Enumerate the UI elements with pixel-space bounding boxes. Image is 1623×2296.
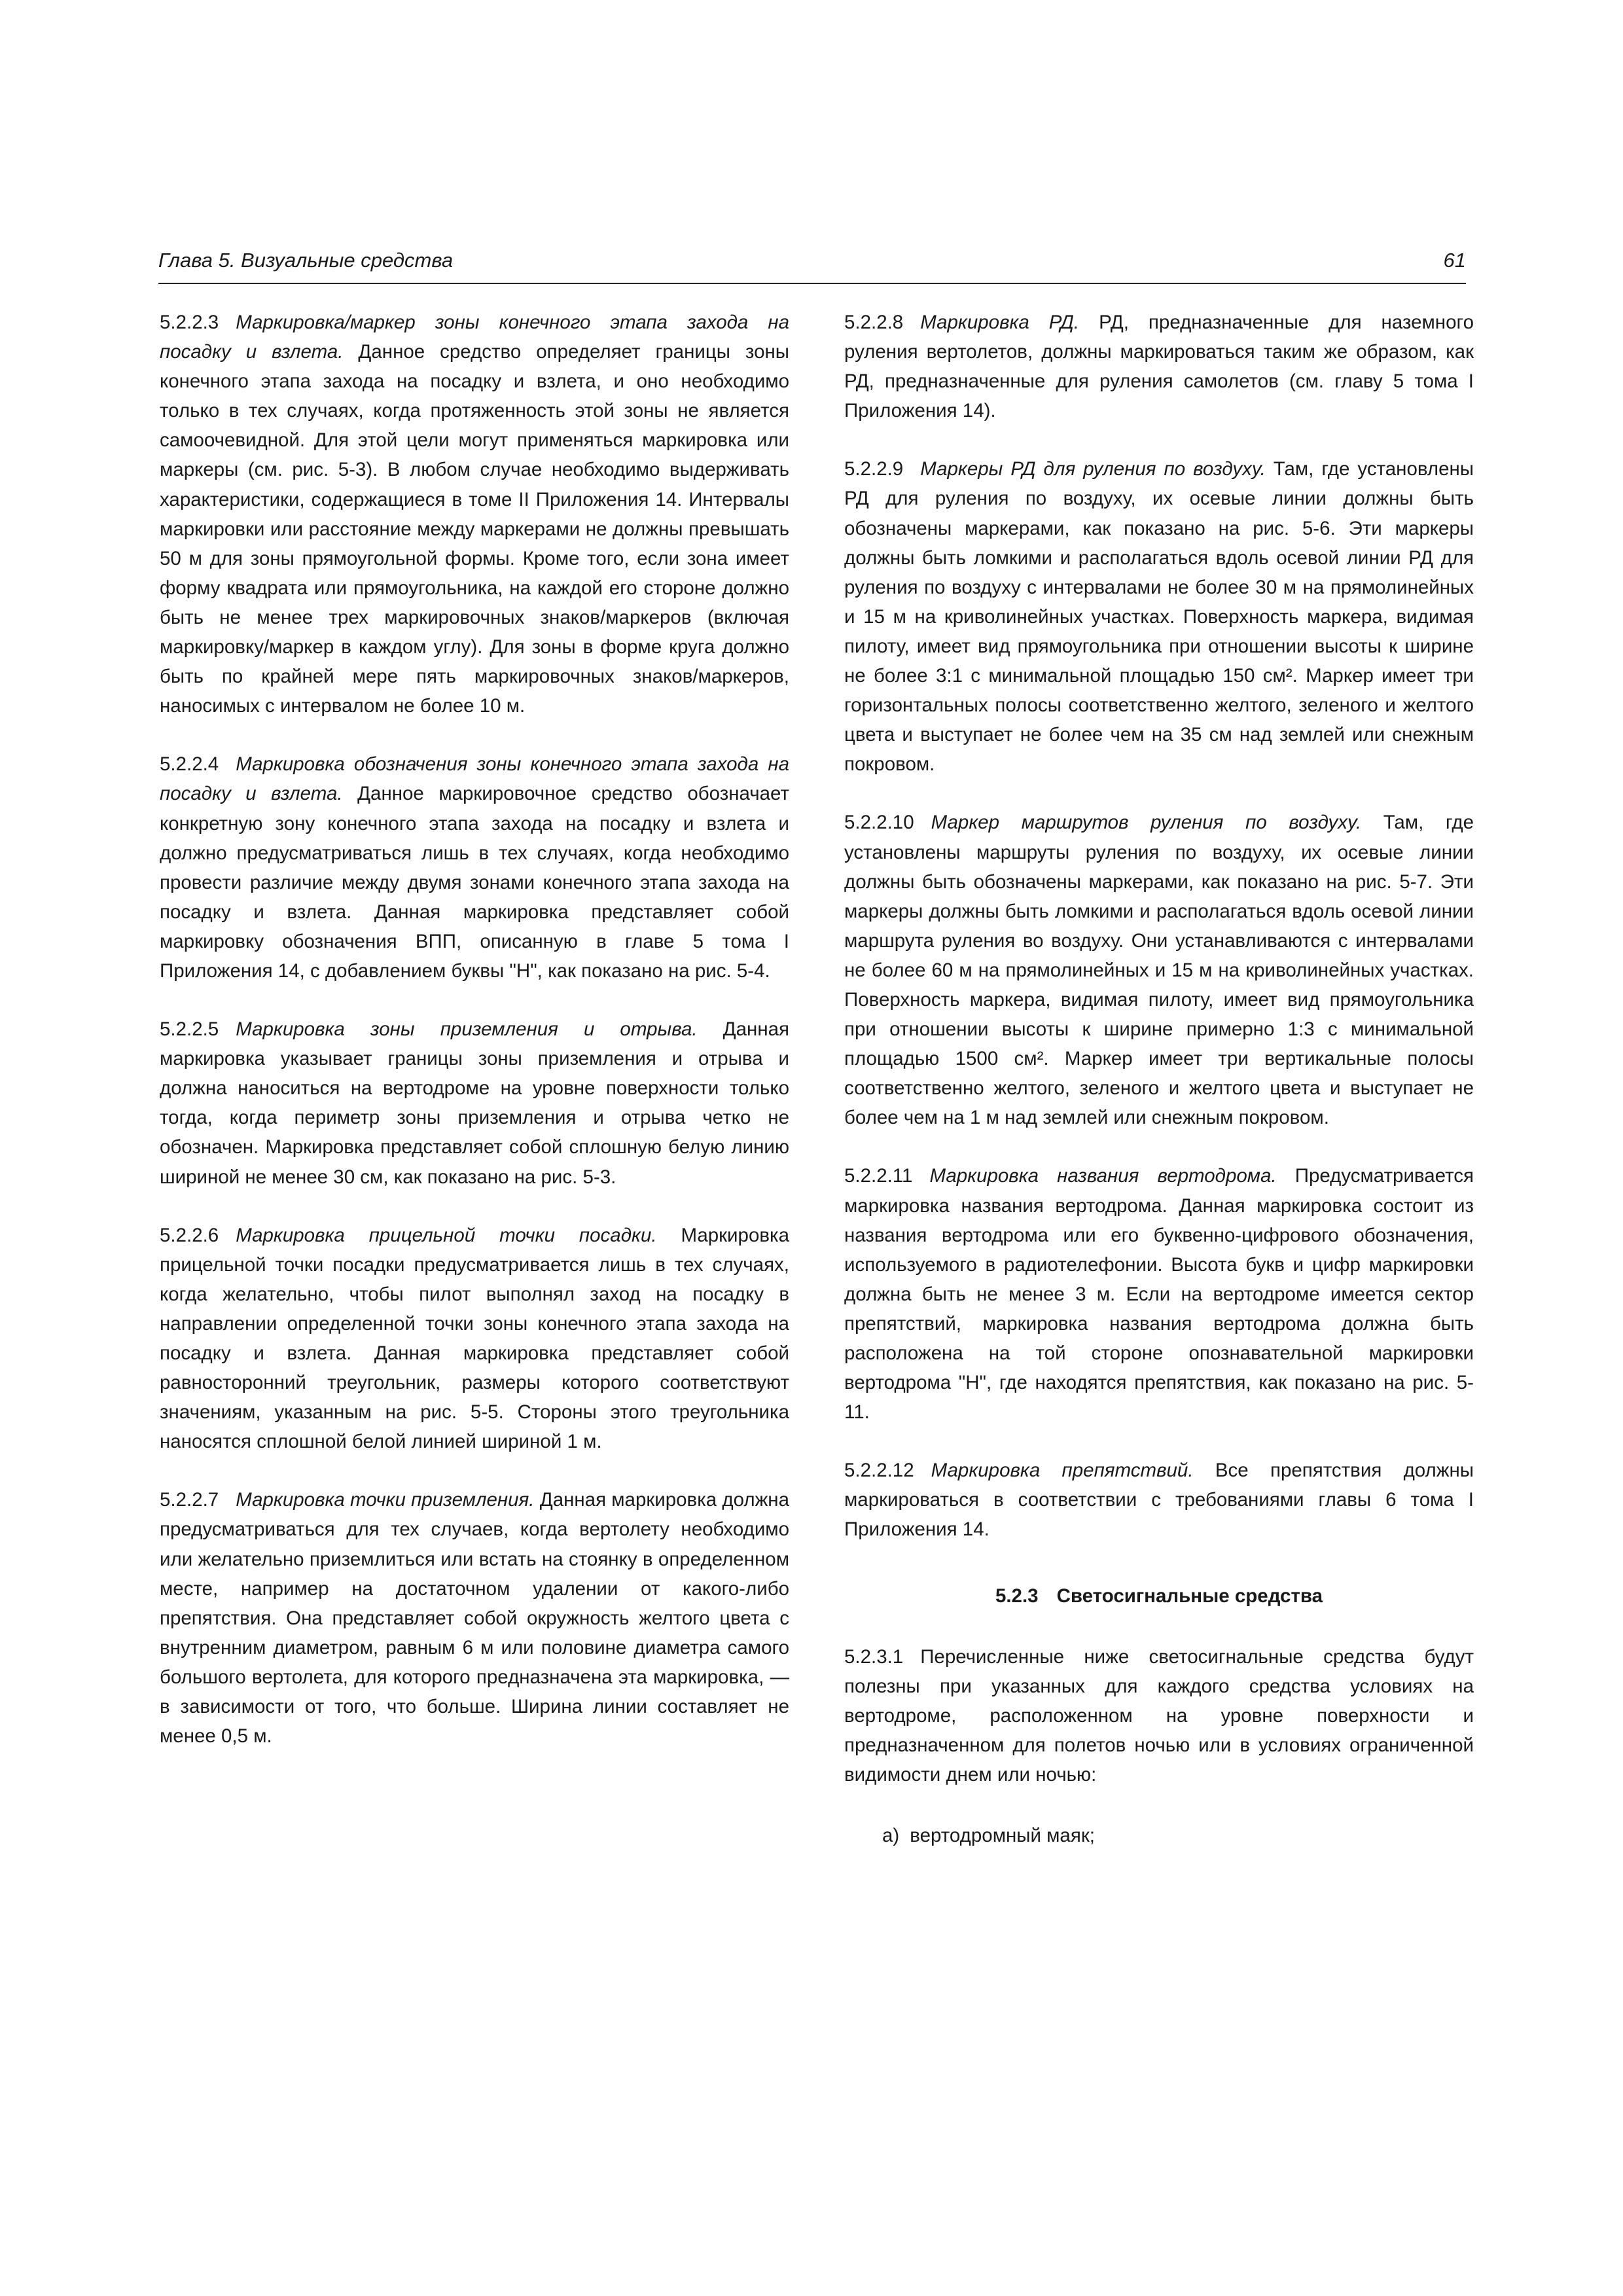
left-column: [160, 308, 789, 1780]
paragraph-number: 5.2.2.8: [844, 312, 904, 333]
paragraph-number: 5.2.2.4: [160, 753, 219, 776]
paragraph-5-2-2-4: [160, 749, 789, 986]
paragraph-number: 5.2.2.9: [844, 458, 904, 480]
header-rule: [158, 283, 1466, 284]
paragraph-text: Данное маркировочное средство обозначает конкретную зону конечного этапа захода на посадку и взлета и должно предусматриваться лишь в тех случаях, когда необходимо провести различие между двумя зонами конечного этапа захода на посадку и взлета. Данная маркировка представляет собой маркировку обозначения ВПП, описанную в главе 5 тома I Приложения 14, с добавлением буквы "H", как показано на рис. 5-4.: [160, 783, 789, 982]
paragraph-text: Там, где установлены РД для руления по воздуху, их осевые линии должны быть обозначены маркерами, как показано на рис. 5-6. Эти маркеры должны быть ломкими и располагаться вдоль осевой линии РД для руления по воздуху с интервалами не более 30 м на прямолинейных и 15 м на криволинейных участках. Поверхность маркера, видимая пилоту, имеет вид прямоугольника при отношении высоты к ширине не более 3:1 с минимальной площадью 150 см². Маркер имеет три горизонтальных полосы соответственно желтого, зеленого и желтого цвета и выступает не более чем на 35 см над землей или снежным покровом.: [844, 458, 1474, 776]
paragraph-title: Маркировка точки приземления.: [236, 1489, 535, 1511]
paragraph-number: 5.2.3.1: [844, 1645, 904, 1668]
paragraph-5-2-2-10: [844, 808, 1474, 1132]
paragraph-5-2-3-1: [844, 1642, 1474, 1789]
paragraph-5-2-2-3: [160, 308, 789, 721]
paragraph-5-2-2-11: [844, 1161, 1474, 1427]
right-column: [844, 308, 1474, 1850]
paragraph-text: Предусматривается маркировка названия вертодрома. Данная маркировка состоит из названия вертодрома или его буквенно-цифрового обозначения, используемого в радиотелефонии. Высота букв и цифр маркировки должна быть не менее 3 м. Если на вертодроме имеется сектор препятствий, маркировка названия вертодрома должна быть расположена на той стороне опознавательной маркировки вертодрома "H", где находятся препятствия, как показано на рис. 5-11.: [844, 1165, 1474, 1424]
paragraph-text: РД, предназначенные для наземного руления вертолетов, должны маркироваться таким же образом, как РД, предназначенные для руления самолетов (см. главу 5 тома I Приложения 14).: [844, 312, 1474, 422]
paragraph-text: Данная маркировка должна предусматриваться для тех случаев, когда вертолету необходимо или желательно приземлиться или встать на стоянку в определенном месте, например на достаточном удалении от какого-либо препятствия. Она представляет собой окружность желтого цвета с внутренним диаметром, равным 6 м или половине диаметра самого большого вертолета, для которого предназначена эта маркировка, — в зависимости от того, что больше. Ширина линии составляет не менее 0,5 м.: [160, 1489, 790, 1748]
paragraph-number: 5.2.2.6: [160, 1224, 219, 1246]
paragraph-title: Маркировка названия вертодрома.: [929, 1165, 1277, 1187]
paragraph-text: Маркировка прицельной точки посадки предусматривается лишь в тех случаях, когда желательно, чтобы пилот выполнял заход на посадку в направлении определенной точки зоны конечного этапа захода на посадку и взлета. Данная маркировка представляет собой равносторонний треугольник, размеры которого соответствуют значениям, указанным на рис. 5-5. Стороны этого треугольника наносятся сплошной белой линией шириной 1 м.: [160, 1224, 789, 1453]
paragraph-text: Данная маркировка указывает границы зоны приземления и отрыва и должна наноситься на вертодроме на уровне поверхности только тогда, когда периметр зоны приземления и отрыва четко не обозначен. Маркировка представляет собой сплошную белую линию шириной не менее 30 см, как показано на рис. 5-3.: [160, 1018, 789, 1188]
list-item-text: вертодромный маяк;: [910, 1825, 1095, 1847]
page-header: [158, 249, 1466, 283]
paragraph-5-2-2-12: [844, 1456, 1474, 1544]
paragraph-text: Там, где установлены маршруты руления по воздуху, их осевые линии должны быть обозначены маркерами, как показано на рис. 5-7. Эти маркеры должны быть ломкими и располагаться вдоль осевой линии маршрута руления во воздуху. Они устанавливаются с интервалами не более 60 м на прямолинейных и 15 м на криволинейных участках. Поверхность маркера, видимая пилоту, имеет вид прямоугольника при отношении высоты к ширине примерно 1:3 с минимальной площадью 1500 см². Маркер имеет три вертикальные полосы соответственно желтого, зеленого и желтого цвета и выступает не более чем на 1 м над землей или снежным покровом.: [844, 812, 1474, 1129]
paragraph-text: Все препятствия должны маркироваться в соответствии с требованиями главы 6 тома I Приложения 14.: [844, 1460, 1474, 1541]
paragraph-title: Маркировка/маркер зоны конечного этапа захода на посадку и взлета.: [160, 312, 789, 363]
paragraph-text: Перечисленные ниже светосигнальные средства будут полезны при указанных для каждого средства условиях на вертодроме, расположенном на уровне поверхности и предназначенном для полетов ночью или в условиях ограниченной видимости днем или ночью:: [844, 1645, 1474, 1786]
paragraph-title: Маркировка прицельной точки посадки.: [236, 1224, 657, 1246]
paragraph-number: 5.2.2.7: [160, 1489, 219, 1511]
paragraph-title: Маркировка РД.: [920, 312, 1080, 333]
section-title: Светосигнальные средства: [1056, 1585, 1323, 1607]
paragraph-number: 5.2.2.10: [844, 812, 914, 834]
page-number: 61: [1443, 249, 1466, 272]
paragraph-title: Маркер маршрутов руления по воздуху.: [931, 812, 1362, 834]
paragraph-5-2-2-5: [160, 1014, 789, 1192]
paragraph-text: Данное средство определяет границы зоны конечного этапа захода на посадку и взлета, и оно необходимо только в тех случаях, когда протяженность этой зоны не является самоочевидной. Для этой цели могут применяться маркировка или маркеры (см. рис. 5-3). В любом случае необходимо выдерживать характеристики, содержащиеся в томе II Приложения 14. Интервалы маркировки или расстояние между маркерами не должны превышать 50 м для зоны прямоугольной формы. Кроме того, если зона имеет форму квадрата или прямоугольника, на каждой его стороне должно быть не менее трех маркировочных знаков/маркеров (включая маркировку/маркер в каждом углу). Для зоны в форме круга должно быть по крайней мере пять маркировочных знаков/маркеров, наносимых с интервалом не более 10 м.: [160, 341, 789, 717]
paragraph-title: Маркировка препятствий.: [931, 1460, 1194, 1482]
section-number: 5.2.3: [995, 1585, 1039, 1607]
paragraph-title: Маркировка зоны приземления и отрыва.: [236, 1018, 698, 1041]
paragraph-5-2-2-6: [160, 1221, 789, 1457]
paragraph-title: Маркеры РД для руления по воздуху.: [920, 458, 1266, 480]
paragraph-number: 5.2.2.3: [160, 312, 219, 333]
paragraph-number: 5.2.2.5: [160, 1018, 219, 1041]
section-heading-5-2-3: [844, 1581, 1474, 1611]
list-marker: a): [882, 1825, 900, 1847]
paragraph-number: 5.2.2.12: [844, 1460, 914, 1482]
paragraph-number: 5.2.2.11: [844, 1165, 913, 1187]
paragraph-5-2-2-7: [160, 1485, 789, 1751]
paragraph-title: Маркировка обозначения зоны конечного этапа захода на посадку и взлета.: [160, 753, 789, 805]
chapter-title: Глава 5. Визуальные средства: [158, 249, 454, 272]
paragraph-5-2-2-9: [844, 454, 1474, 779]
list-item: [882, 1821, 1474, 1850]
paragraph-5-2-2-8: [844, 308, 1474, 425]
